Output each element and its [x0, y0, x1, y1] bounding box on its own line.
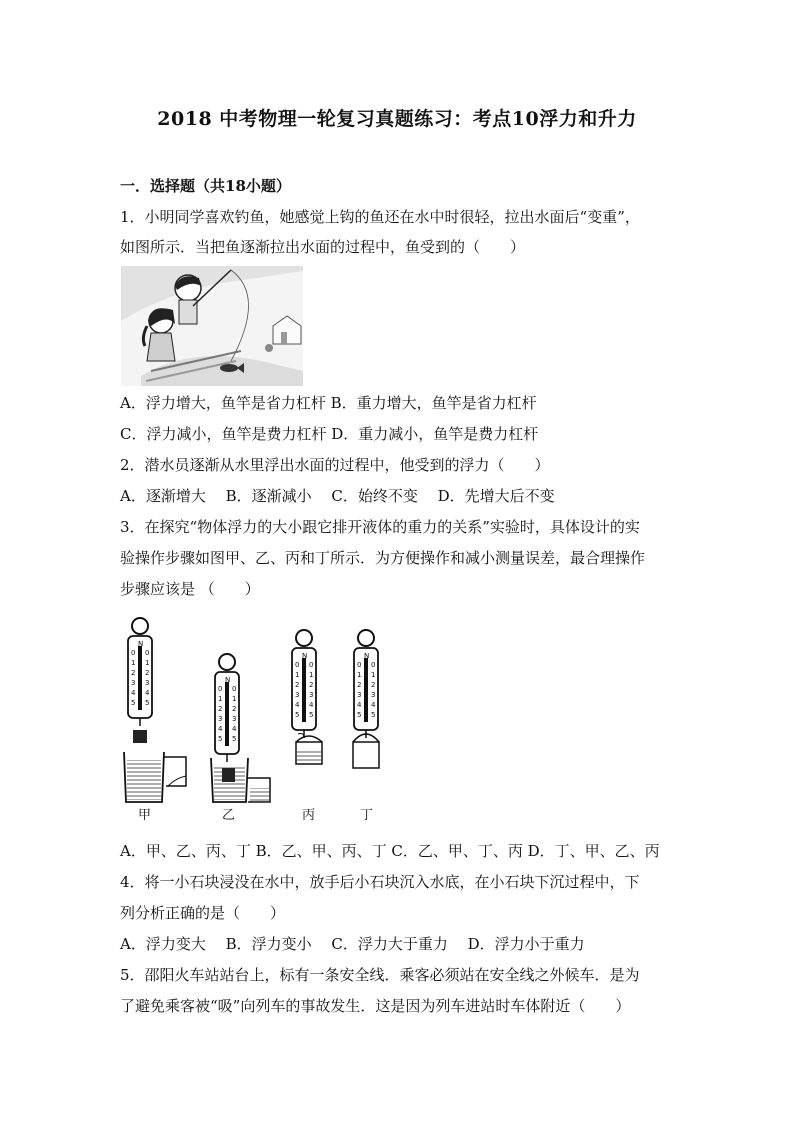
fig-label-yi: 乙 — [222, 808, 236, 823]
q4-stem-line2: 列分析正确的是（ ） — [120, 904, 286, 922]
q1-options-cd: C．浮力减小，鱼竿是费力杠杆 D．重力减小，鱼竿是费力杠杆 — [120, 425, 539, 443]
scale-ding — [353, 630, 379, 768]
q3-stem-line1: 3．在探究“物体浮力的大小跟它排开液体的重力的关系”实验时，具体设计的实 — [120, 518, 640, 536]
q4-options: A．浮力变大 B．浮力变小 C．浮力大于重力 D．浮力小于重力 — [120, 935, 585, 953]
q5-stem-line2: 了避免乘客被“吸”向列车的事故发生．这是因为列车进站时车体附近（ ） — [120, 997, 631, 1015]
fishing-illustration — [121, 266, 303, 386]
q1-options-ab: A．浮力增大，鱼竿是省力杠杆 B．重力增大，鱼竿是省力杠杆 — [120, 394, 537, 412]
q1-stem-line2: 如图所示．当把鱼逐渐拉出水面的过程中，鱼受到的（ ） — [120, 238, 526, 256]
q4-stem-line1: 4．将一小石块浸没在水中，放手后小石块沉入水底，在小石块下沉过程中，下 — [120, 873, 640, 891]
fig-label-bing: 丙 — [302, 808, 316, 823]
scale-yi — [211, 654, 270, 802]
q5-stem-line1: 5．邵阳火车站站台上，标有一条安全线．乘客必须站在安全线之外候车．是为 — [120, 966, 640, 984]
section-heading: 一．选择题（共18小题） — [120, 177, 291, 195]
q3-options: A．甲、乙、丙、丁 B．乙、甲、丙、丁 C．乙、甲、丁、丙 D．丁、甲、乙、丙 — [120, 842, 660, 860]
scale-jia — [124, 618, 186, 802]
scale-bing — [292, 630, 322, 764]
q3-stem-line3: 步骤应该是 （ ） — [120, 580, 260, 598]
spring-scale-experiment-figure: 0 1 2 3 4 5 甲 乙 丙 丁 — [118, 614, 386, 826]
q2-stem: 2．潜水员逐渐从水里浮出水面的过程中，他受到的浮力（ ） — [120, 456, 550, 474]
fig-label-ding: 丁 — [360, 808, 374, 823]
q2-options: A．逐渐增大 B．逐渐减小 C．始终不变 D．先增大后不变 — [120, 487, 555, 505]
page-title: 2018 中考物理一轮复习真题练习：考点10浮力和升力 — [157, 108, 637, 130]
q3-stem-line2: 验操作步骤如图甲、乙、丙和丁所示．为方便操作和减小测量误差，最合理操作 — [120, 549, 646, 567]
q1-stem-line1: 1．小明同学喜欢钓鱼，她感觉上钩的鱼还在水中时很轻，拉出水面后“变重”， — [120, 208, 640, 226]
fig-label-jia: 甲 — [138, 808, 152, 823]
